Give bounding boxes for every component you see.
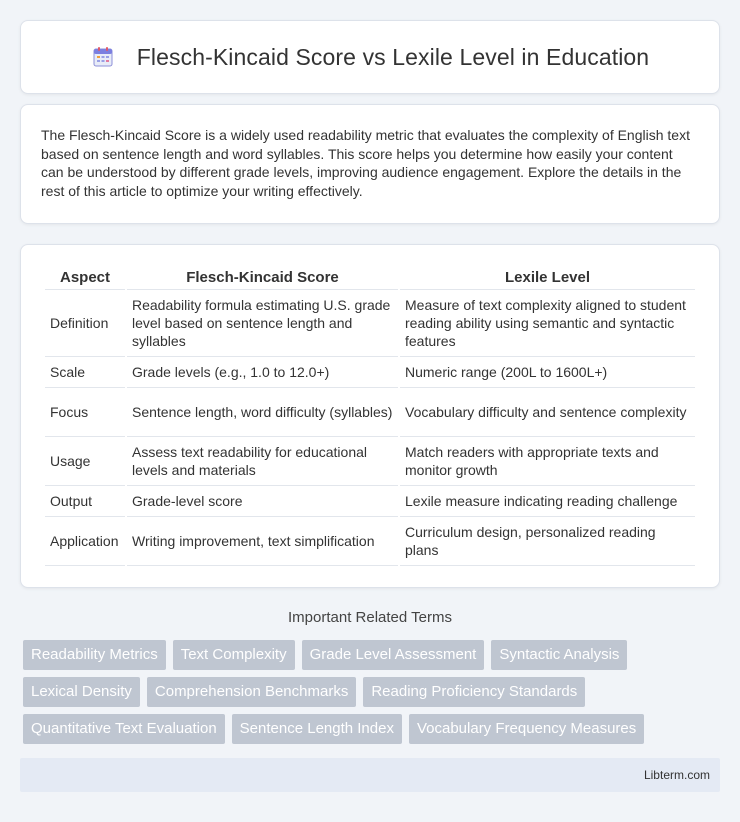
tag-row — [23, 714, 723, 744]
cell-aspect: Output — [45, 486, 125, 517]
cell-aspect: Usage — [45, 437, 125, 486]
cell-lexile: Match readers with appropriate texts and monitor growth — [400, 437, 695, 486]
cell-flesch-kincaid: Grade-level score — [127, 486, 398, 517]
tag-lexical-density[interactable]: Lexical Density — [23, 677, 140, 707]
cell-lexile: Measure of text complexity aligned to student reading ability using semantic and syntactic features — [400, 290, 695, 357]
header-flesch-kincaid: Flesch-Kincaid Score — [127, 265, 398, 290]
table-header-row — [45, 265, 695, 290]
cell-lexile: Vocabulary difficulty and sentence complexity — [400, 388, 695, 437]
tag-syntactic-analysis[interactable]: Syntactic Analysis — [491, 640, 627, 670]
cell-flesch-kincaid: Writing improvement, text simplification — [127, 517, 398, 566]
tag-readability-metrics[interactable]: Readability Metrics — [23, 640, 166, 670]
table-row — [45, 437, 695, 486]
cell-flesch-kincaid: Assess text readability for educational levels and materials — [127, 437, 398, 486]
cell-aspect: Focus — [45, 388, 125, 437]
cell-aspect: Scale — [45, 357, 125, 388]
tag-grade-level-assessment[interactable]: Grade Level Assessment — [302, 640, 485, 670]
related-terms-title: Important Related Terms — [288, 609, 452, 626]
footer-link[interactable]: Libterm.com — [643, 768, 710, 782]
cell-aspect: Application — [45, 517, 125, 566]
footer — [20, 758, 720, 792]
calendar-icon — [91, 45, 115, 69]
table-row — [45, 517, 695, 566]
related-terms-tags — [23, 640, 723, 751]
comparison-card — [20, 244, 720, 588]
cell-lexile: Lexile measure indicating reading challenge — [400, 486, 695, 517]
table-row — [45, 486, 695, 517]
cell-lexile: Numeric range (200L to 1600L+) — [400, 357, 695, 388]
table-row — [45, 357, 695, 388]
tag-sentence-length-index[interactable]: Sentence Length Index — [232, 714, 402, 744]
tag-text-complexity[interactable]: Text Complexity — [173, 640, 295, 670]
tag-row — [23, 677, 723, 707]
header-lexile: Lexile Level — [400, 265, 695, 290]
comparison-table — [43, 265, 697, 566]
tag-reading-proficiency-standards[interactable]: Reading Proficiency Standards — [363, 677, 585, 707]
header-aspect: Aspect — [45, 265, 125, 290]
cell-flesch-kincaid: Sentence length, word difficulty (syllables) — [127, 388, 398, 437]
intro-card — [20, 104, 720, 224]
page-title: Flesch-Kincaid Score vs Lexile Level in Education — [136, 43, 650, 70]
intro-text: The Flesch-Kincaid Score is a widely used readability metric that evaluates the complexity of English text based on sentence length and word syllables. This score helps you determine how easily your content can be understood by different grade levels, improving audience engagement. Explore the details in the rest of this article to optimize your writing effectively. — [41, 127, 690, 199]
tag-comprehension-benchmarks[interactable]: Comprehension Benchmarks — [147, 677, 356, 707]
cell-aspect: Definition — [45, 290, 125, 357]
table-row — [45, 290, 695, 357]
cell-flesch-kincaid: Readability formula estimating U.S. grade level based on sentence length and syllables — [127, 290, 398, 357]
tag-row — [23, 640, 723, 670]
header-card — [20, 20, 720, 94]
cell-flesch-kincaid: Grade levels (e.g., 1.0 to 12.0+) — [127, 357, 398, 388]
tag-quantitative-text-evaluation[interactable]: Quantitative Text Evaluation — [23, 714, 225, 744]
tag-vocabulary-frequency-measures[interactable]: Vocabulary Frequency Measures — [409, 714, 644, 744]
cell-lexile: Curriculum design, personalized reading plans — [400, 517, 695, 566]
table-row — [45, 388, 695, 437]
